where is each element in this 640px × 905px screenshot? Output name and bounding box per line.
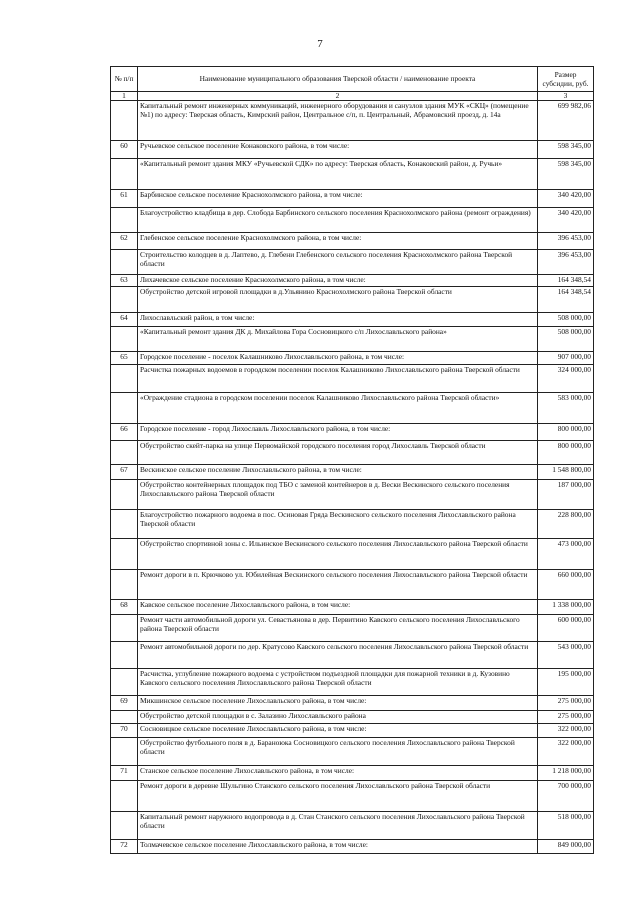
row-name: Станское сельское поселение Лихославльского района, в том числе: <box>138 766 538 781</box>
row-subsidy: 849 000,00 <box>538 840 594 854</box>
row-name: Благоустройство пожарного водоема в пос. Осиновая Гряда Вескинского сельского поселения Лихославльского района Тверской области <box>138 510 538 539</box>
table-row <box>111 313 594 327</box>
table-row <box>111 190 594 208</box>
row-number: 65 <box>111 352 138 365</box>
row-number <box>111 781 138 812</box>
header-row <box>111 67 594 92</box>
row-subsidy: 164 348,54 <box>538 287 594 313</box>
row-subsidy: 164 348,54 <box>538 275 594 287</box>
row-number: 62 <box>111 233 138 250</box>
row-name: Благоустройство кладбища в дер. Слобода Барбинского сельского поселения Краснохолмского района (ремонт ограждения) <box>138 208 538 233</box>
row-subsidy: 1 548 800,00 <box>538 465 594 480</box>
table-row <box>111 365 594 393</box>
row-number <box>111 327 138 352</box>
row-number <box>111 711 138 724</box>
table-row <box>111 669 594 696</box>
row-name: Ремонт дороги в деревне Шульгино Станского сельского поселения Лихославльского района Тверской области <box>138 781 538 812</box>
table-row <box>111 287 594 313</box>
row-subsidy: 598 345,00 <box>538 141 594 159</box>
row-name: «Ограждение стадиона в городском поселении поселок Калашниково Лихославльского района Тверской области» <box>138 393 538 424</box>
row-subsidy: 583 000,00 <box>538 393 594 424</box>
col-header-name: Наименование муниципального образования Тверской области / наименование проекта <box>138 67 538 92</box>
column-index-row <box>111 92 594 101</box>
table-row <box>111 441 594 465</box>
col-header-number: № п/п <box>111 67 138 92</box>
row-name: Ремонт части автомобильной дороги ул. Севастьянова в дер. Первитино Кавского сельского поселения Лихославльского района Тверской области <box>138 615 538 642</box>
row-subsidy: 396 453,00 <box>538 250 594 275</box>
table-row <box>111 766 594 781</box>
row-number <box>111 615 138 642</box>
row-name: Глебенское сельское поселение Краснохолмского района, в том числе: <box>138 233 538 250</box>
row-name: «Капитальный ремонт здания МКУ «Ручьевской СДК» по адресу: Тверская область, Конаковский район, д. Ручьи» <box>138 159 538 190</box>
col-header-subsidy: Размер субсидии, руб. <box>538 67 594 92</box>
row-subsidy: 543 000,00 <box>538 642 594 669</box>
table-row <box>111 539 594 570</box>
column-index: 3 <box>538 92 594 101</box>
row-name: Ручьевское сельское поселение Конаковского района, в том числе: <box>138 141 538 159</box>
row-subsidy: 598 345,00 <box>538 159 594 190</box>
table-row <box>111 250 594 275</box>
row-subsidy: 600 000,00 <box>538 615 594 642</box>
table-body <box>111 101 594 854</box>
row-number <box>111 159 138 190</box>
table-row <box>111 510 594 539</box>
row-number <box>111 287 138 313</box>
row-subsidy: 508 000,00 <box>538 313 594 327</box>
table-row <box>111 724 594 738</box>
row-name: Лихославльский район, в том числе: <box>138 313 538 327</box>
row-number <box>111 250 138 275</box>
row-subsidy: 275 000,00 <box>538 711 594 724</box>
row-number: 64 <box>111 313 138 327</box>
row-subsidy: 228 800,00 <box>538 510 594 539</box>
row-number <box>111 570 138 600</box>
row-number <box>111 208 138 233</box>
row-number <box>111 441 138 465</box>
row-number: 66 <box>111 424 138 441</box>
row-number <box>111 738 138 766</box>
table-row <box>111 208 594 233</box>
table-row <box>111 159 594 190</box>
row-name: Обустройство детской площадки в с. Залазино Лихославльского района <box>138 711 538 724</box>
row-number <box>111 669 138 696</box>
row-subsidy: 800 000,00 <box>538 441 594 465</box>
row-name: Вескинское сельское поселение Лихославльского района, в том числе: <box>138 465 538 480</box>
row-number <box>111 393 138 424</box>
row-name: Городское поселение - город Лихославль Лихославльского района, в том числе: <box>138 424 538 441</box>
table-row <box>111 141 594 159</box>
row-name: Толмачевское сельское поселение Лихославльского района, в том числе: <box>138 840 538 854</box>
row-name: Обустройство контейнерных площадок под ТБО с заменой контейнеров в д. Вески Вескинского сельского поселения Лихославльского района Тверской области <box>138 480 538 510</box>
row-name: Сосновицкое сельское поселение Лихославльского района, в том числе: <box>138 724 538 738</box>
table-row <box>111 615 594 642</box>
row-number: 61 <box>111 190 138 208</box>
row-subsidy: 518 000,00 <box>538 812 594 840</box>
row-name: Расчистка, углубление пожарного водоема с устройством подъездной площадки для пожарной техники в д. Кузовино Кавского сельского поселения Лихославльского района Тверской области <box>138 669 538 696</box>
table-row <box>111 696 594 711</box>
table-row <box>111 327 594 352</box>
table-row <box>111 393 594 424</box>
row-number: 67 <box>111 465 138 480</box>
row-name: Микшинское сельское поселение Лихославльского района, в том числе: <box>138 696 538 711</box>
table-row <box>111 781 594 812</box>
row-subsidy: 1 218 000,00 <box>538 766 594 781</box>
column-index: 1 <box>111 92 138 101</box>
table-row <box>111 352 594 365</box>
row-name: Обустройство футбольного поля в д. Бараноюка Сосновицкого сельского поселения Лихославльского района Тверской области <box>138 738 538 766</box>
table-row <box>111 480 594 510</box>
row-number <box>111 642 138 669</box>
row-name: Обустройство спортивной зоны с. Ильинское Вескинского сельского поселения Лихославльского района Тверской области <box>138 539 538 570</box>
row-name: Капитальный ремонт наружного водопровода в д. Стан Станского сельского поселения Лихославльского района Тверской области <box>138 812 538 840</box>
row-subsidy: 907 000,00 <box>538 352 594 365</box>
row-name: Расчистка пожарных водоемов в городском поселении поселок Калашниково Лихославльского района Тверской области <box>138 365 538 393</box>
row-number: 72 <box>111 840 138 854</box>
row-number <box>111 510 138 539</box>
row-number: 69 <box>111 696 138 711</box>
row-number: 68 <box>111 600 138 615</box>
table-row <box>111 840 594 854</box>
row-name: Кавское сельское поселение Лихославльского района, в том числе: <box>138 600 538 615</box>
row-number: 63 <box>111 275 138 287</box>
column-index: 2 <box>138 92 538 101</box>
table-row <box>111 812 594 840</box>
row-name: «Капитальный ремонт здания ДК д. Михайлова Гора Сосновицкого с/п Лихославльского района» <box>138 327 538 352</box>
table-row <box>111 101 594 141</box>
table-row <box>111 600 594 615</box>
row-name: Обустройство детской игровой площадки в д.Ульянино Краснохолмского района Тверской области <box>138 287 538 313</box>
table-row <box>111 233 594 250</box>
row-name: Лихачевское сельское поселение Краснохолмского района, в том числе: <box>138 275 538 287</box>
row-subsidy: 322 000,00 <box>538 738 594 766</box>
row-name: Строительство колодцев в д. Лаптево, д. Глебени Глебенского сельского поселения Краснохолмского района Тверской области <box>138 250 538 275</box>
row-subsidy: 187 000,00 <box>538 480 594 510</box>
row-subsidy: 660 000,00 <box>538 570 594 600</box>
table-row <box>111 642 594 669</box>
table-row <box>111 465 594 480</box>
row-subsidy: 324 000,00 <box>538 365 594 393</box>
row-number: 71 <box>111 766 138 781</box>
table-row <box>111 738 594 766</box>
row-name: Городское поселение - поселок Калашниково Лихославльского района, в том числе: <box>138 352 538 365</box>
page-number: 7 <box>317 38 323 50</box>
row-name: Ремонт дороги в п. Крючково ул. Юбилейная Вескинского сельского поселения Лихославльского района Тверской области <box>138 570 538 600</box>
table-row <box>111 711 594 724</box>
row-number <box>111 539 138 570</box>
row-number <box>111 480 138 510</box>
row-number: 70 <box>111 724 138 738</box>
row-number <box>111 812 138 840</box>
row-name: Ремонт автомобильной дороги по дер. Кратусово Кавского сельского поселения Лихославльского района Тверской области <box>138 642 538 669</box>
row-subsidy: 473 000,00 <box>538 539 594 570</box>
row-subsidy: 396 453,00 <box>538 233 594 250</box>
subsidy-table <box>110 66 594 854</box>
row-subsidy: 1 338 000,00 <box>538 600 594 615</box>
row-number: 60 <box>111 141 138 159</box>
row-name: Капитальный ремонт инженерных коммуникаций, инженерного оборудования и санузлов здания МУК «СКЦ» (помещение №1) по адресу: Тверская область, Кимрский район, Центральное с/п, п. Центральный, Абрамовский проезд, д. 14а <box>138 101 538 141</box>
row-number <box>111 101 138 141</box>
row-subsidy: 340 420,00 <box>538 190 594 208</box>
row-subsidy: 700 000,00 <box>538 781 594 812</box>
row-subsidy: 275 000,00 <box>538 696 594 711</box>
row-name: Барбинское сельское поселение Краснохолмского района, в том числе: <box>138 190 538 208</box>
row-subsidy: 195 000,00 <box>538 669 594 696</box>
table-row <box>111 570 594 600</box>
table-row <box>111 275 594 287</box>
row-subsidy: 508 000,00 <box>538 327 594 352</box>
row-subsidy: 322 000,00 <box>538 724 594 738</box>
table-row <box>111 424 594 441</box>
row-subsidy: 340 420,00 <box>538 208 594 233</box>
row-name: Обустройство скейт-парка на улице Первомайской городского поселения город Лихославль Тверской области <box>138 441 538 465</box>
row-subsidy: 699 982,06 <box>538 101 594 141</box>
row-subsidy: 800 000,00 <box>538 424 594 441</box>
row-number <box>111 365 138 393</box>
